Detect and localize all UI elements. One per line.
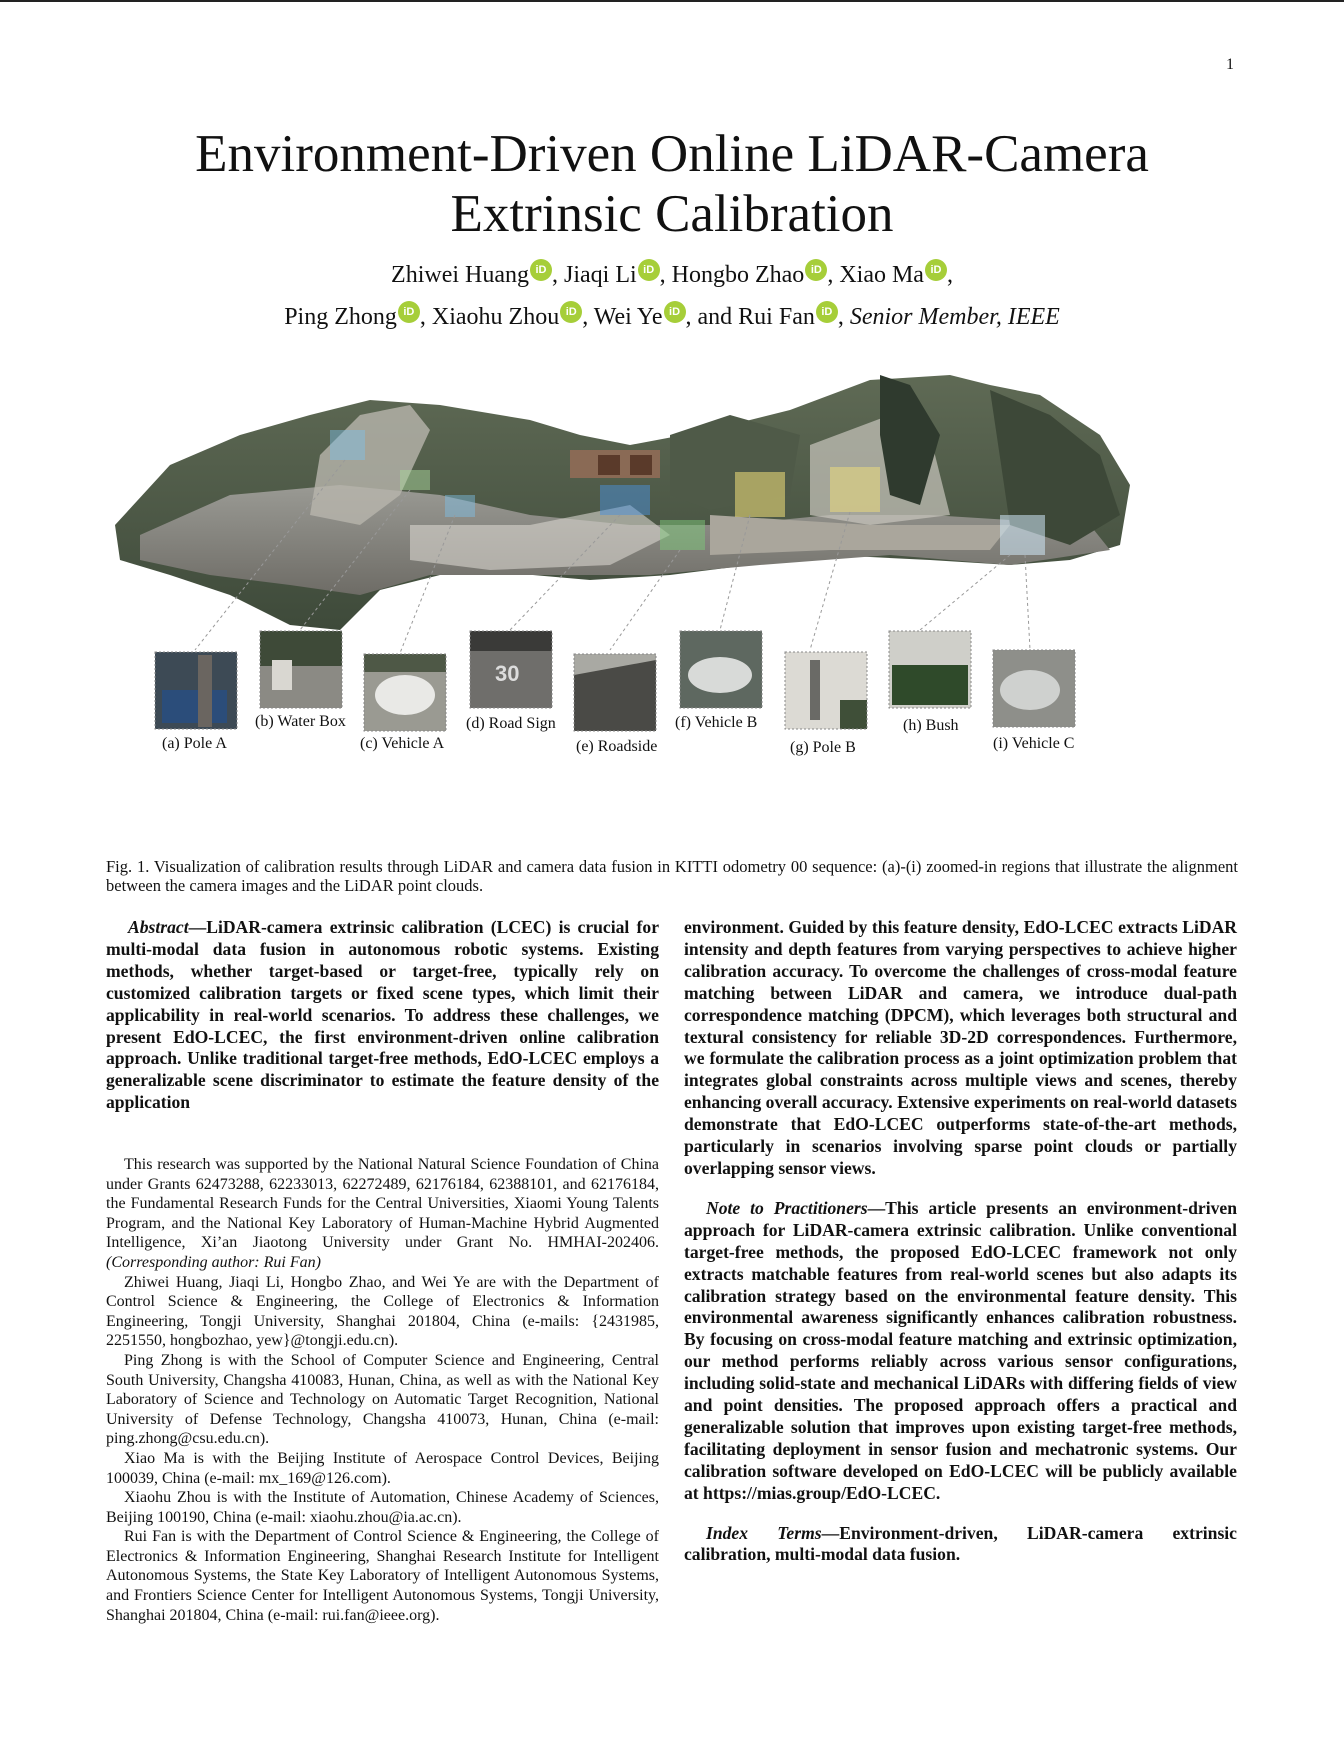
orcid-icon[interactable]: iD <box>530 259 552 281</box>
author-name: Ping Zhong <box>284 304 397 330</box>
footnote-affiliation: Rui Fan is with the Department of Control Science & Engineering, the College of Electronics & Information Engineering, Shanghai Research Institute for Intelligent Autonomous Systems, the State Key Laboratory of Intelligent Autonomous Systems, and Frontiers Science Center for Intelligent Autonomous Systems, Tongji University, Shanghai 201804, China (e-mail: rui.fan@ieee.org). <box>106 1528 659 1624</box>
author-role: Senior Member, IEEE <box>849 304 1060 330</box>
figure-1 <box>110 375 1240 845</box>
abstract-label: Abstract <box>128 917 189 937</box>
panel-label-f: (f) Vehicle B <box>675 714 758 731</box>
footnote-funding: This research was supported by the National Natural Science Foundation of China under Grants 62473288, 62233013, 62272489, 62176184, 62388101, and 62176184, the Fundamental Research Funds for the Central Universities, Xiaomi Young Talents Program, and the National Key Laboratory of Human-Machine Hybrid Augmented Intelligence, Xi’an Jiaotong University under Grant No. HMHAI-202406. (Corresponding author: Rui Fan) <box>106 1156 659 1271</box>
abstract-text-left: —LiDAR-camera extrinsic calibration (LCEC) is crucial for multi-modal data fusion in autonomous robotic systems. Existing methods, whether target-based or target-free, typically rely on customized calibration targets or fixed scene types, which limit their applicability in real-world scenarios. To address these challenges, we present EdO-LCEC, the first environment-driven online calibration approach. Unlike traditional target-free methods, EdO-LCEC employs a generalizable scene discriminator to estimate the feature density of the application <box>106 917 659 1113</box>
authors-line-2: Ping Zhong iD , Xiaohu Zhou iD , Wei Ye iD , and Rui Fan iD , Senior Member, IEEE <box>0 296 1344 338</box>
index-text: —Environment-driven, LiDAR-camera extrinsic calibration, multi-modal data fusion. <box>684 1522 1237 1565</box>
panel-b <box>260 631 342 708</box>
orcid-icon[interactable]: iD <box>398 301 420 323</box>
author-name: Zhiwei Huang <box>391 262 529 288</box>
paper-title <box>0 124 1344 244</box>
note-label: Note to Practitioners <box>706 1197 868 1218</box>
orcid-icon[interactable]: iD <box>664 301 686 323</box>
figure-caption: Fig. 1. Visualization of calibration results through LiDAR and camera data fusion in KITTI odometry 00 sequence: (a)-(i) zoomed-in regions that illustrate the alignment between the camera images and the LiDAR point clouds. <box>106 857 1238 895</box>
top-border <box>0 0 1344 2</box>
orcid-icon[interactable]: iD <box>560 301 582 323</box>
author-name: Xiaohu Zhou <box>431 304 560 330</box>
panel-label-b: (b) Water Box <box>255 713 346 730</box>
panel-label-g: (g) Pole B <box>790 739 856 756</box>
author-name: Jiaqi Li <box>564 262 637 288</box>
panel-label-i: (i) Vehicle C <box>993 735 1075 752</box>
panel-h <box>889 631 971 708</box>
panel-f <box>680 631 762 708</box>
panel-label-a: (a) Pole A <box>162 735 227 752</box>
panel-label-e: (e) Roadside <box>576 738 658 755</box>
footnote-affiliation: Ping Zhong is with the School of Computer Science and Engineering, Central South University, Changsha 410083, Hunan, China, as well as with the National Key Laboratory of Science and Technology on Automatic Target Recognition, National University of Defense Technology, Changsha 410073, Hunan, China (e-mail: ping.zhong@csu.edu.cn). <box>106 1351 659 1448</box>
orcid-icon[interactable]: iD <box>816 301 838 323</box>
footnote-affiliation: Zhiwei Huang, Jiaqi Li, Hongbo Zhao, and Wei Ye are with the Department of Control Science & Engineering, the College of Electronics & Information Engineering, Tongji University, Shanghai 201804, China (e-mails: {2431985, 2251550, hongbozhao, yew}@tongji.edu.cn). <box>106 1273 659 1350</box>
authors-line-1: Zhiwei Huang iD , Jiaqi Li iD , Hongbo Zhao iD , Xiao Ma iD , <box>0 254 1344 296</box>
panel-label-d: (d) Road Sign <box>466 715 556 732</box>
orcid-icon[interactable]: iD <box>925 259 947 281</box>
title-line-1: Environment-Driven Online LiDAR-Camera <box>195 125 1149 183</box>
author-name: Rui Fan <box>738 304 815 330</box>
footnote-affiliation: Xiaohu Zhou is with the Institute of Automation, Chinese Academy of Sciences, Beijing 100190, China (e-mail: xiaohu.zhou@ia.ac.cn). <box>106 1489 659 1526</box>
orcid-icon[interactable]: iD <box>638 259 660 281</box>
point-cloud-scene <box>115 375 1130 630</box>
panel-c <box>364 654 446 731</box>
note-text: —This article presents an environment-driven approach for LiDAR-camera extrinsic calibration. Unlike conventional target-free methods, the proposed EdO-LCEC framework not only extracts matchable features from real-world scenes but also adapts its calibration strategy based on the environmental feature density. This environmental awareness significantly enhances calibration robustness. By focusing on cross-modal feature matching and extrinsic optimization, our method performs reliably across various sensor configurations, including solid-state and mechanical LiDARs with differing fields of view and point densities. The proposed approach offers a practical and generalizable solution that improves upon existing target-free methods, facilitating deployment in sensor fusion and mechatronic systems. Our calibration software developed on EdO-LCEC will be publicly available at https://mias.group/EdO-LCEC. <box>684 1197 1237 1503</box>
abstract-text-right: environment. Guided by this feature density, EdO-LCEC extracts LiDAR intensity and depth features from varying perspectives to achieve higher calibration accuracy. To overcome the challenges of cross-modal feature matching between LiDAR and camera, we introduce dual-path correspondence matching (DPCM), which leverages both structural and textural consistency for reliable 3D-2D correspondences. Furthermore, we formulate the calibration process as a joint optimization problem that integrates global constraints across multiple views and scenes, thereby enhancing overall accuracy. Extensive experiments on real-world datasets demonstrate that EdO-LCEC outperforms state-of-the-art methods, particularly in scenarios involving sparse point clouds or partially overlapping sensor views. <box>684 917 1237 1178</box>
note-to-practitioners <box>684 1198 1237 1505</box>
index-terms <box>684 1523 1237 1567</box>
panel-a <box>155 652 237 729</box>
footnotes <box>106 1155 659 1625</box>
svg-text:30: 30 <box>495 661 520 686</box>
orcid-icon[interactable]: iD <box>805 259 827 281</box>
title-line-2: Extrinsic Calibration <box>450 185 894 243</box>
panel-g <box>785 652 867 729</box>
abstract-left <box>106 917 659 1114</box>
author-name: Wei Ye <box>593 304 663 330</box>
page-number: 1 <box>1226 56 1234 73</box>
right-column <box>684 917 1237 1584</box>
panel-e <box>574 654 656 731</box>
index-label: Index Terms <box>706 1522 822 1543</box>
panel-i <box>993 650 1075 727</box>
author-list <box>0 254 1344 338</box>
panel-label-c: (c) Vehicle A <box>360 735 445 752</box>
panel-d <box>470 631 552 708</box>
panel-label-h: (h) Bush <box>903 717 959 734</box>
author-name: Hongbo Zhao <box>671 262 805 288</box>
author-name: Xiao Ma <box>839 262 924 288</box>
footnote-affiliation: Xiao Ma is with the Beijing Institute of Aerospace Control Devices, Beijing 100039, China (e-mail: mx_169@126.com). <box>106 1449 659 1487</box>
